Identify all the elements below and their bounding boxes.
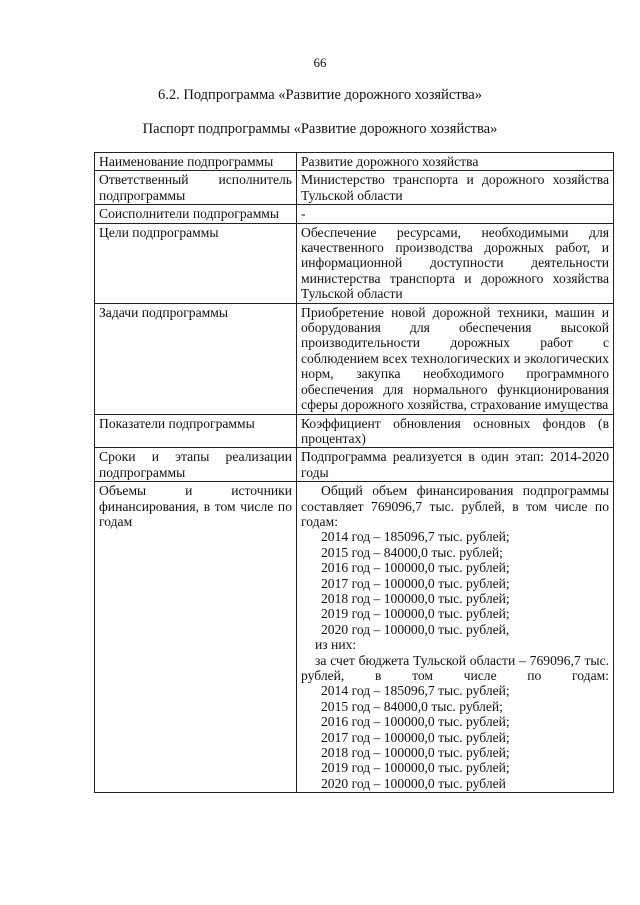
row-label: Задачи подпрограммы (95, 303, 297, 414)
table-row (95, 303, 614, 414)
table-row (95, 482, 614, 793)
row-value: Развитие дорожного хозяйства (297, 153, 614, 171)
table-row (95, 414, 614, 448)
of-which-label: из них: (315, 637, 357, 653)
regional-budget-text: за счет бюджета Тульской области – 769096,7 тыс. рублей, в том числе по годам: (301, 652, 609, 683)
table-row (95, 223, 614, 303)
row-value: Министерство транспорта и дорожного хозяйства Тульской области (297, 171, 614, 205)
section-title: 6.2. Подпрограмма «Развитие дорожного хозяйства» (158, 87, 482, 103)
row-value: Коэффициент обновления основных фондов (в процентах) (297, 414, 614, 448)
table-row (95, 448, 614, 482)
row-value: Обеспечение ресурсами, необходимыми для качественного производства дорожных работ, и информационной доступности деятельности министерства транспорта и дорожного хозяйства Тульской области (297, 223, 614, 303)
row-label: Ответственный исполнитель подпрограммы (95, 171, 297, 205)
page-number: 66 (313, 55, 327, 70)
year-regional-line: 2019 год – 100000,0 тыс. рублей; (321, 760, 510, 776)
financing-intro: Общий объем финансирования подпрограммы составляет 769096,7 тыс. рублей, в том числе по годам: (301, 483, 609, 529)
table-row (95, 171, 614, 205)
year-regional-line: 2016 год – 100000,0 тыс. рублей; (321, 714, 510, 730)
year-total-line: 2019 год – 100000,0 тыс. рублей; (321, 606, 510, 622)
year-total-line: 2017 год – 100000,0 тыс. рублей; (321, 575, 510, 591)
year-total-line: 2015 год – 84000,0 тыс. рублей; (321, 544, 503, 560)
year-regional-line: 2020 год – 100000,0 тыс. рублей (321, 775, 506, 791)
year-regional-line: 2015 год – 84000,0 тыс. рублей; (321, 698, 503, 714)
year-regional-line: 2018 год – 100000,0 тыс. рублей; (321, 745, 510, 761)
year-total-line: 2020 год – 100000,0 тыс. рублей, (321, 621, 510, 637)
year-regional-line: 2017 год – 100000,0 тыс. рублей; (321, 729, 510, 745)
row-value: - (297, 205, 614, 223)
financing-cell (297, 482, 614, 793)
year-total-line: 2016 год – 100000,0 тыс. рублей; (321, 560, 510, 576)
table-row (95, 205, 614, 223)
table-row (95, 153, 614, 171)
row-label: Соисполнители подпрограммы (95, 205, 297, 223)
row-label: Цели подпрограммы (95, 223, 297, 303)
year-total-line: 2014 год – 185096,7 тыс. рублей; (321, 529, 510, 545)
year-regional-line: 2014 год – 185096,7 тыс. рублей; (321, 683, 510, 699)
passport-table (94, 152, 614, 793)
row-label: Показатели подпрограммы (95, 414, 297, 448)
row-label: Наименование подпрограммы (95, 153, 297, 171)
row-label: Объемы и источники финансирования, в том числе по годам (95, 482, 297, 793)
year-total-line: 2018 год – 100000,0 тыс. рублей; (321, 590, 510, 606)
row-value: Подпрограмма реализуется в один этап: 2014-2020 годы (297, 448, 614, 482)
row-label: Сроки и этапы реализации подпрограммы (95, 448, 297, 482)
row-value: Приобретение новой дорожной техники, машин и оборудования для обеспечения высокой производительности дорожных работ с соблюдением всех технологических и экологических норм, закупка необходимого программного обеспечения для нормального функционирования сферы дорожного хозяйства, страхование имущества (297, 303, 614, 414)
table-caption: Паспорт подпрограммы «Развитие дорожного хозяйства» (142, 121, 498, 137)
